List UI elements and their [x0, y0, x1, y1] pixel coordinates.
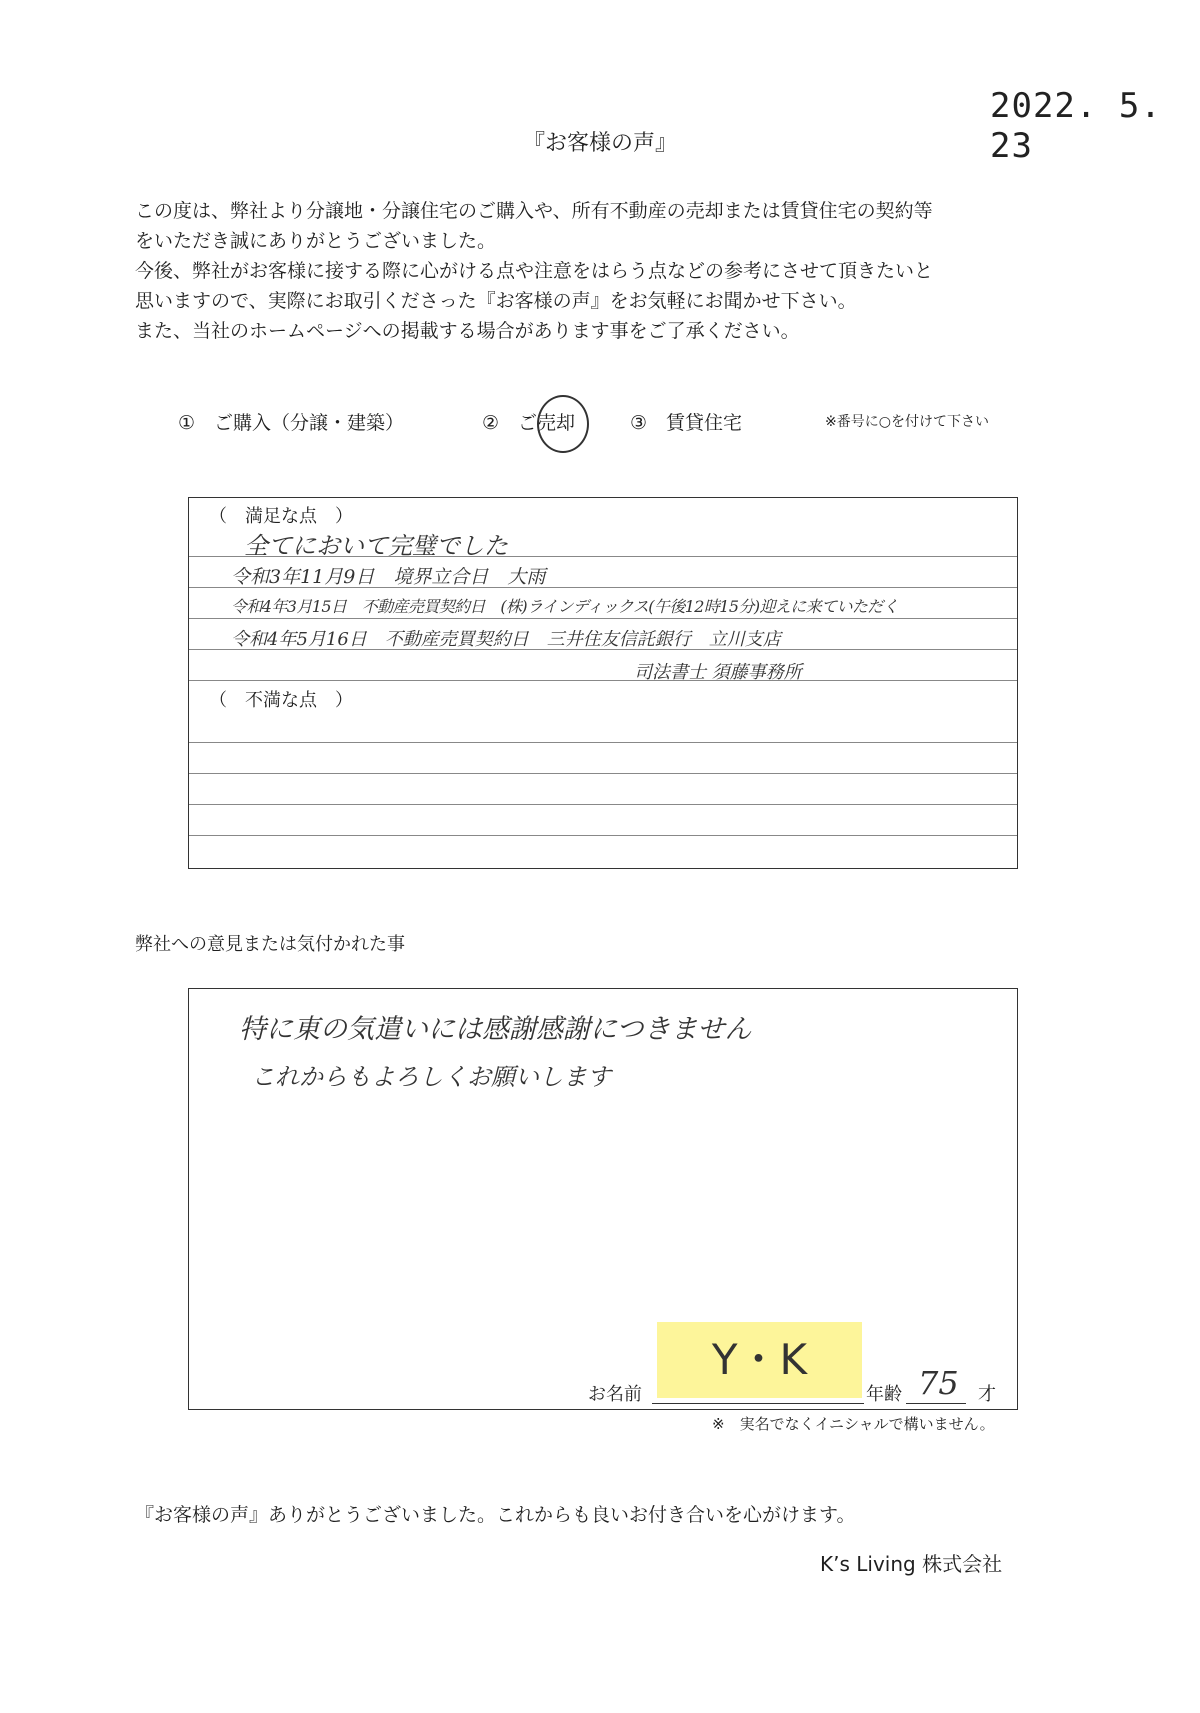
satisfied-line: 令和4年5月16日 不動産売買契約日 三井住友信託銀行 立川支店: [231, 629, 781, 650]
closing-message: 『お客様の声』ありがとうございました。これからも良いお付き合いを心がけます。: [135, 1504, 856, 1526]
comment-line: これからもよろしくお願いします: [251, 1063, 611, 1091]
intro-line: この度は、弊社より分譲地・分譲住宅のご購入や、所有不動産の売却または賃貸住宅の契約等: [135, 200, 933, 222]
category-rental[interactable]: ③ 賃貸住宅: [630, 412, 743, 434]
company-name: K’s Living 株式会社: [820, 1552, 1003, 1576]
ruled-line: [189, 618, 1017, 619]
dissatisfied-label: （ 不満な点 ）: [209, 690, 353, 711]
name-value: Y・K: [711, 1335, 808, 1384]
intro-line: をいただき誠にありがとうございました。: [135, 230, 497, 252]
category-purchase[interactable]: ① ご購入（分譲・建築）: [178, 412, 405, 434]
satisfied-line: 全てにおいて完璧でした: [244, 532, 508, 560]
name-underline: [652, 1403, 864, 1404]
page-title: 『お客様の声』: [522, 131, 677, 156]
satisfied-label: （ 満足な点 ）: [209, 506, 353, 527]
category-sale[interactable]: ② ご売却: [482, 412, 576, 434]
age-unit: 才: [978, 1384, 996, 1405]
satisfied-line: 令和4年3月15日 不動産売買契約日 (株)ラインディックス(午後12時15分)迎えに来ていただく: [231, 597, 899, 616]
intro-line: 思いますので、実際にお取引くださった『お客様の声』をお気軽にお聞かせ下さい。: [135, 290, 857, 312]
name-footnote: ※ 実名でなくイニシャルで構いません。: [712, 1415, 995, 1433]
comment-line: 特に東の気遣いには感謝感謝につきません: [239, 1014, 752, 1045]
transaction-categories: [0, 408, 1200, 448]
feedback-points-box: [188, 497, 1018, 869]
name-label: お名前: [588, 1384, 642, 1405]
ruled-line: [189, 742, 1017, 743]
intro-line: また、当社のホームページへの掲載する場合があります事をご了承ください。: [135, 320, 800, 342]
category-instruction: ※番号に○を付けて下さい: [825, 414, 989, 430]
age-value: 75: [918, 1364, 959, 1402]
selection-circle: [537, 395, 589, 453]
ruled-line: [189, 680, 1017, 681]
age-label: 年齢: [866, 1384, 902, 1405]
intro-line: 今後、弊社がお客様に接する際に心がける点や注意をはらう点などの参考にさせて頂きたいと: [135, 260, 934, 282]
ruled-line: [189, 835, 1017, 836]
ruled-line: [189, 773, 1017, 774]
survey-date: 2022. 5. 23: [990, 86, 1162, 166]
comments-box: [188, 988, 1018, 1410]
intro-text: [135, 196, 1095, 346]
ruled-line: [189, 804, 1017, 805]
age-underline: [906, 1403, 966, 1404]
comments-label: 弊社への意見または気付かれた事: [135, 934, 405, 955]
satisfied-line: 令和3年11月9日 境界立合日 大雨: [231, 566, 546, 588]
satisfied-line: 司法書士 須藤事務所: [634, 662, 802, 683]
